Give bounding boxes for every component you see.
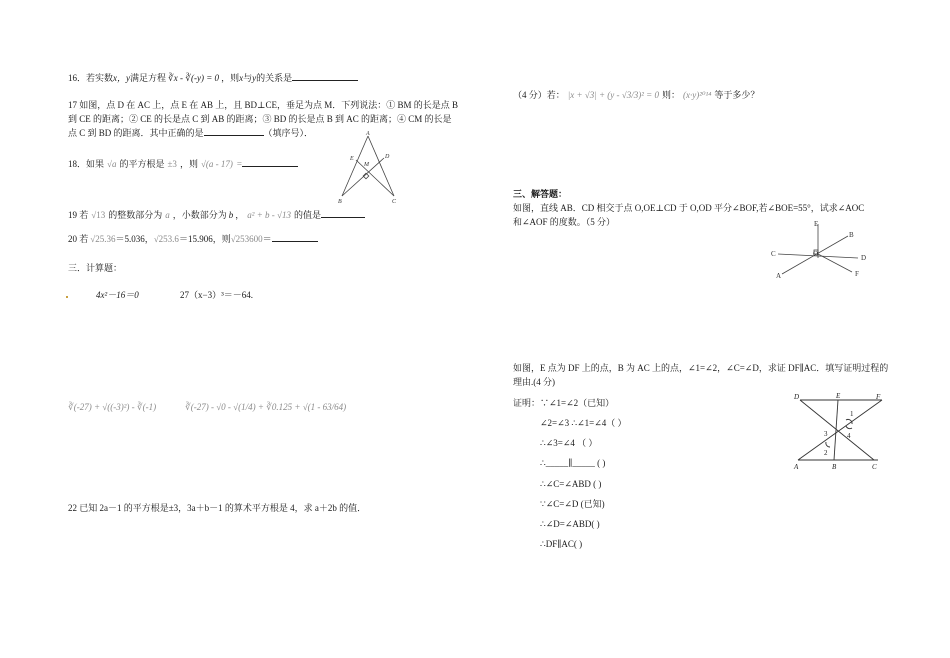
q18-value: ±3 [167,159,177,169]
q20-expr2: √253.6 [153,234,179,244]
q18-mid: 的平方根是 [119,159,165,169]
proof-step-7: ∴∠D=∠ABD( ) [540,519,600,529]
q19-comma: ， [235,210,245,220]
proof-label-3: 3 [824,430,828,438]
q19-b: b [228,210,234,220]
proof-label-c: C [872,463,877,471]
q17-label-c: C [392,199,397,205]
q18-prefix: 18．如果 [68,159,105,169]
q4pt-expr2: (x·y)²⁰¹⁴ [683,90,712,100]
q16-mid: 满足方程 [130,73,167,83]
calc-problem-2: 27（x−3）³＝－64. [180,290,254,300]
proof-step-4: ∴_____∥_____ ( ) [540,458,606,468]
calc-problem-3: ∛(-27) + √((-3)²) - ∛(-1) [68,402,157,412]
angle-label-o: O [813,250,819,258]
q19-mid2: ，小数部分为 [172,210,227,220]
q20-eq: ＝ [262,234,272,244]
q19-a: a [165,210,170,220]
question-22: 22 已知 2a－1 的平方根是±3，3a＋b－1 的算术平方根是 4，求 a＋2b 的值． [68,503,367,513]
proof-question-line1: 如图，E 点为 DF 上的点，B 为 AC 上的点，∠1=∠2，∠C=∠D，求证 DF∥AC．填写证明过程的 [513,363,889,373]
q16-tail: 的关系是 [256,73,293,83]
angle-label-b: B [849,231,854,239]
q20-value1: ＝5.036， [115,234,154,244]
q20-answer-blank[interactable] [272,241,318,242]
section-3-heading: 三．计算题： [68,263,123,273]
q20-prefix: 20 若 [68,234,89,244]
question-17-line2: 到 CE 的距离；② CE 的长是点 C 到 AB 的距离；③ BD 的长是点 B 到 AC 的距离；④ CM 的长是 [68,114,452,124]
proof-label-a: A [794,463,799,471]
q17-line3-suffix: （填序号）． [263,128,314,138]
question-18 [68,158,298,171]
proof-label-d: D [794,393,800,401]
angle-label-d: D [861,254,867,262]
proof-step-3: ∴∠3=∠4 （ ） [540,438,598,448]
question-4pt [513,89,759,102]
q17-answer-blank[interactable] [204,135,264,136]
q19-sqrt13: √13 [91,210,106,220]
proof-question-line2: 理由.(4 分) [513,377,555,387]
q16-y: y [252,73,257,83]
angle-label-e: E [814,220,819,228]
q18-eq: = [236,159,242,169]
question-16 [68,72,358,85]
q16-and: 与 [243,73,253,83]
question-20 [68,233,318,246]
proof-step-2: ∠2=∠3 ∴∠1=∠4（ ） [540,418,627,428]
q19-expr: a² + b - √13 [247,210,291,220]
q16-answer-blank[interactable] [292,80,358,81]
proof-step-5: ∴∠C=∠ABD ( ) [540,479,602,489]
q18-answer-blank[interactable] [242,166,298,167]
q17-label-b: B [338,199,342,205]
q16-vars: x，y [113,73,131,83]
angle-figure [770,220,880,285]
q20-value2: ＝15.906，则 [178,234,231,244]
angle-question-line1: 如图，直线 AB．CD 相交于点 O,OE⊥CD 于 O,OD 平分∠BOF,若∠BOE=55°，试求∠AOC [513,203,865,213]
question-19 [68,209,365,222]
q19-prefix: 19 若 [68,210,89,220]
q17-label-a: A [366,131,370,137]
q16-equation: ∛x - ∛(-y) = 0 [168,73,220,83]
q19-answer-blank[interactable] [321,217,365,218]
q4pt-then: 则： [662,90,681,100]
stray-mark [66,296,68,298]
q18-sqrt-a: √a [107,159,117,169]
angle-label-c: C [771,250,776,258]
angle-question-line2: 和∠AOF 的度数。（5 分） [513,217,616,227]
proof-label-4: 4 [847,432,851,440]
proof-label-2: 2 [824,449,828,457]
proof-step-8: ∴DF∥AC( ) [540,539,583,549]
q17-label-e: E [350,156,354,162]
solve-section-heading: 三、解答题： [513,189,568,199]
proof-label-b: B [832,463,837,471]
calc-problem-1: 4x²－16＝0 [96,290,139,300]
q17-triangle-figure [336,131,416,205]
q20-expr1: √25.36 [90,234,116,244]
q4pt-prefix: （4 分）若： [513,90,565,100]
angle-label-f: F [855,270,859,278]
proof-step-6: ∵∠C=∠D (已知) [540,499,605,509]
proof-label-f: F [876,393,881,401]
q18-then: ，则 [179,159,198,169]
q19-mid1: 的整数部分为 [108,210,163,220]
q17-line3-prefix: 点 C 到 BD 的距离．其中正确的是 [68,128,204,138]
q16-suffix: ，则 [221,73,240,83]
proof-figure [794,392,894,472]
q4pt-tail: 等于多少？ [714,90,760,100]
q20-expr3: √253600 [230,234,263,244]
angle-label-a: A [776,272,782,280]
q19-tail: 的值是 [293,210,321,220]
calc-problem-4: ∛(-27) - √0 - √(1/4) + ∛0.125 + √(1 - 63/64) [185,402,347,412]
q16-prefix: 16．若实数 [68,73,114,83]
question-17-line1: 17 如图，点 D 在 AC 上，点 E 在 AB 上，且 BD⊥CE，垂足为点 M．下列说法：① BM 的长是点 B [68,100,458,110]
q18-expr: √(a - 17) [200,159,233,169]
q4pt-expr: |x + √3| + (y - √3/3)² = 0 [567,90,659,100]
question-17-line3 [68,127,313,140]
proof-label-1: 1 [850,410,854,418]
q16-x: x [239,73,244,83]
q17-label-d: D [385,154,390,160]
q17-label-m: M [364,162,369,168]
proof-label-e: E [836,392,841,400]
proof-step-1: 证明：∵∠1=∠2（已知） [513,398,615,408]
